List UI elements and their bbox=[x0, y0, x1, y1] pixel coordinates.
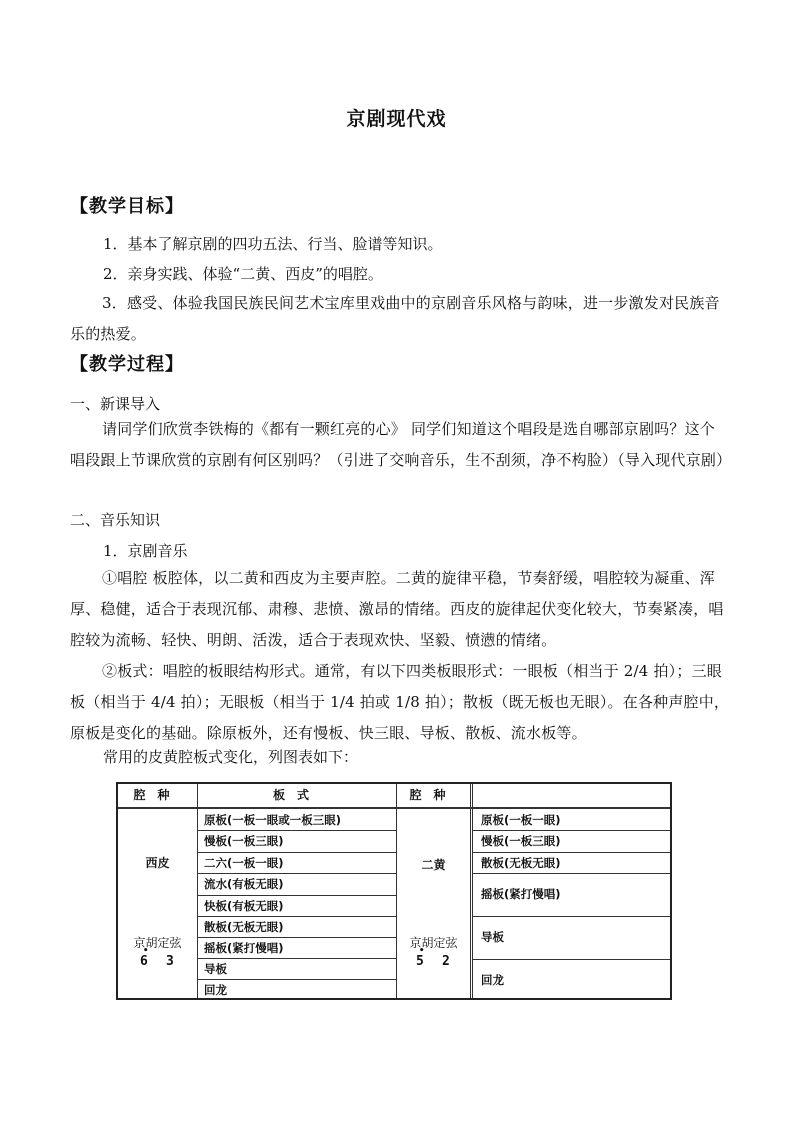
paragraph-changqiang: ①唱腔 板腔体，以二黄和西皮为主要声腔。二黄的旋律平稳，节奏舒缓，唱腔较为凝重、浑厚、稳健，适合于表现沉郁、肃穆、悲愤、激昂的情绪。西皮的旋律起伏变化较大，节奏紧凑，唱腔较为流畅、轻快、明朗、活泼，适合于表现欢快、坚毅、愤懑的情绪。 bbox=[70, 569, 724, 649]
xipi-banshi-list bbox=[198, 809, 396, 998]
header-qiangzhong-left: 腔种 bbox=[133, 788, 182, 802]
goal-item-3: 3．感受、体验我国民族民间艺术宝库里戏曲中的京剧音乐风格与韵味，进一步激发对民族音乐的热爱。 bbox=[70, 294, 720, 343]
row-divider bbox=[473, 852, 670, 853]
table-divider bbox=[396, 784, 397, 998]
page-title: 京剧现代戏 bbox=[346, 108, 447, 130]
list-item: 导板 bbox=[481, 930, 504, 944]
erhuang-tuning-note-a bbox=[416, 954, 424, 969]
header-banshi: 板式 bbox=[272, 788, 321, 802]
list-item: 摇板(紧打慢唱) bbox=[204, 941, 284, 955]
xipi-tuning-note-b: 3 bbox=[166, 954, 174, 969]
list-item: 快板(有板无眼) bbox=[204, 899, 284, 913]
list-item: 原板(一板一眼) bbox=[481, 813, 561, 827]
list-item: 二六(一板一眼) bbox=[204, 856, 284, 870]
list-item: 慢板(一板三眼) bbox=[481, 834, 561, 848]
list-item: 回龙 bbox=[204, 983, 227, 997]
xipi-tuning-label: 京胡定弦 bbox=[133, 936, 182, 950]
table-intro: 常用的皮黄腔板式变化，列图表如下： bbox=[103, 748, 359, 766]
header-qiangzhong-right: 腔种 bbox=[409, 788, 458, 802]
table-divider bbox=[470, 784, 471, 998]
erhuang-tuning-label: 京胡定弦 bbox=[409, 936, 458, 950]
row-divider bbox=[198, 852, 396, 853]
subheading-intro: 一、新课导入 bbox=[70, 395, 161, 413]
row-divider bbox=[198, 958, 396, 959]
paragraph-banshi: ②板式：唱腔的板眼结构形式。通常，有以下四类板眼形式：一眼板（相当于 2/4 拍）；三眼板（相当于 4/4 拍）；无眼板（相当于 1/4 拍或 1/8 拍）；散板（既无板也无眼）。在各种声腔中，原板是变化的基础。除原板外，还有慢板、快三眼、导板、散板、流水板等。 bbox=[70, 662, 730, 742]
erhuang-banshi-list bbox=[473, 809, 670, 998]
goal-item-1: 1．基本了解京剧的四功五法、行当、脸谱等知识。 bbox=[103, 235, 443, 253]
xipi-tuning-note-a bbox=[140, 954, 148, 969]
xipi-tuning-value-a: • 6 bbox=[140, 954, 148, 969]
xipi-label: 西皮 bbox=[145, 856, 170, 870]
row-divider bbox=[198, 916, 396, 917]
erhuang-tuning-value-a: • 5 bbox=[416, 954, 424, 969]
row-divider bbox=[473, 959, 670, 960]
row-divider bbox=[473, 873, 670, 874]
subheading-music-knowledge: 二、音乐知识 bbox=[70, 511, 161, 529]
section-heading-process: 【教学过程】 bbox=[70, 354, 184, 375]
list-item: 回龙 bbox=[481, 973, 504, 987]
header-empty bbox=[473, 784, 670, 807]
list-item: 散板(无板无眼) bbox=[481, 856, 561, 870]
list-item: 原板(一板一眼或一板三眼) bbox=[204, 813, 342, 827]
section-heading-goals: 【教学目标】 bbox=[70, 196, 184, 217]
row-divider bbox=[473, 830, 670, 831]
erhuang-tuning-note-b: 2 bbox=[442, 954, 450, 969]
list-item: 摇板(紧打慢唱) bbox=[481, 887, 561, 901]
row-divider bbox=[473, 916, 670, 917]
intro-paragraph: 请同学们欣赏李铁梅的《都有一颗红亮的心》 同学们知道这个唱段是选自哪部京剧吗？这个唱段跟上节课欣赏的京剧有何区别吗？（引进了交响音乐，生不刮须，净不构脸）（导入现代京剧） bbox=[70, 420, 732, 469]
list-item: 散板(无板无眼) bbox=[204, 920, 284, 934]
row-divider bbox=[198, 937, 396, 938]
list-item: 流水(有板无眼) bbox=[204, 877, 284, 891]
list-item: 导板 bbox=[204, 962, 227, 976]
subheading-beijing-opera-music: 1．京剧音乐 bbox=[103, 542, 188, 560]
erhuang-label: 二黄 bbox=[421, 858, 446, 872]
row-divider bbox=[198, 830, 396, 831]
banshi-table bbox=[116, 782, 672, 1000]
goal-item-2: 2．亲身实践、体验“二黄、西皮”的唱腔。 bbox=[103, 265, 383, 283]
list-item: 慢板(一板三眼) bbox=[204, 834, 284, 848]
row-divider bbox=[198, 979, 396, 980]
row-divider bbox=[198, 895, 396, 896]
row-divider bbox=[198, 873, 396, 874]
